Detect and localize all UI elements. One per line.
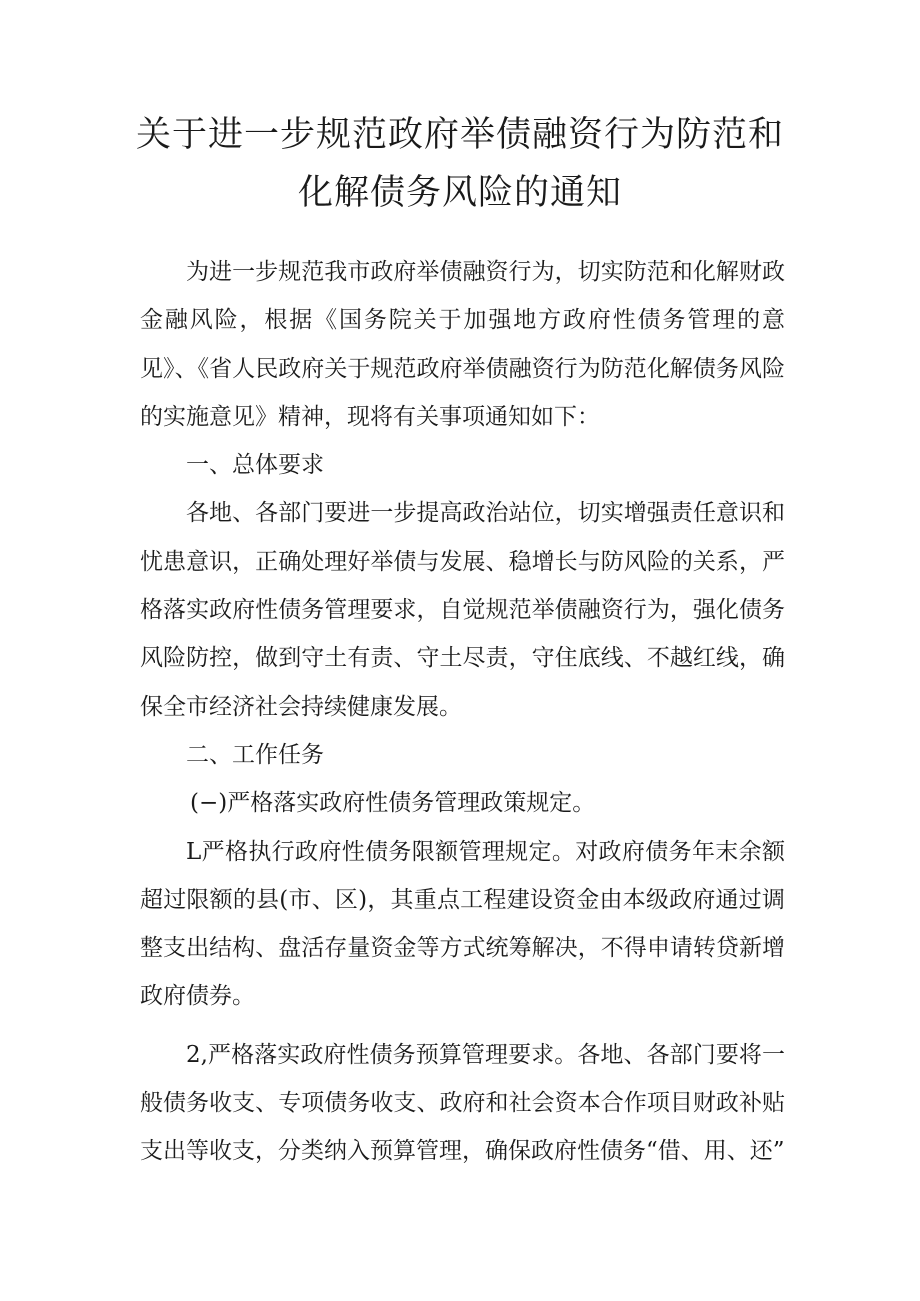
document-title	[100, 106, 820, 222]
subsection-heading-1: (−)严格落实政府性债务管理政策规定。	[190, 790, 596, 817]
title-line-1: 关于进一步规范政府举债融资行为防范和	[135, 115, 784, 155]
section-heading-work-tasks: 二、工作任务	[186, 741, 324, 768]
intro-paragraph: 为进一步规范我市政府举债融资行为，切实防范和化解财政金融风险，根据《国务院关于加强地方政府性债务管理的意见》、《省人民政府关于规范政府举债融资行为防范化解债务风险的实施意见》精神，现将有关事项通知如下：	[140, 259, 785, 430]
document-body	[140, 248, 785, 1176]
task-item-1: L严格执行政府性债务限额管理规定。对政府债务年末余额超过限额的县(市、区)，其重点工程建设资金由本级政府通过调整支出结构、盘活存量资金等方式统筹解决，不得申请转贷新增政府债券。	[140, 838, 785, 1010]
section-heading-overall-requirements: 一、总体要求	[186, 452, 324, 479]
overall-requirements-paragraph: 各地、各部门要进一步提高政治站位，切实增强责任意识和忧患意识，正确处理好举债与发展、稳增长与防风险的关系，严格落实政府性债务管理要求，自觉规范举债融资行为，强化债务风险防控，做到守土有责、守土尽责，守住底线、不越红线，确保全市经济社会持续健康发展。	[140, 500, 785, 720]
title-line-2: 化解债务风险的通知	[297, 173, 622, 213]
task-item-2: 2,严格落实政府性债务预算管理要求。各地、各部门要将一般债务收支、专项债务收支、政府和社会资本合作项目财政补贴支出等收支，分类纳入预算管理，确保政府性债务“借、用、还”	[140, 1041, 785, 1165]
